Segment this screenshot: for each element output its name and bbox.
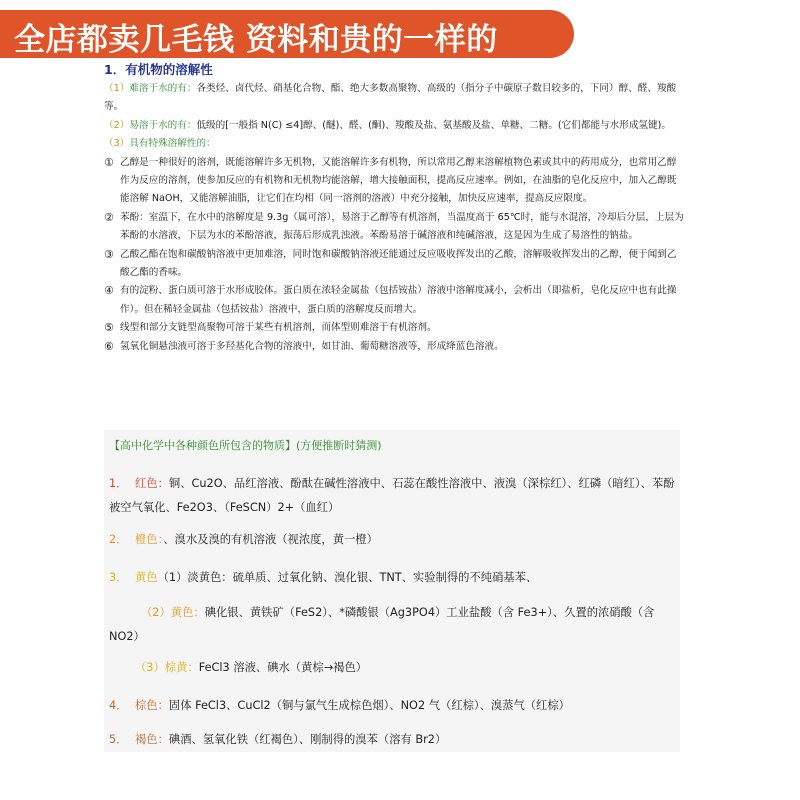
item-number: ② (104, 210, 114, 224)
color-row-yellow-2 (109, 601, 675, 649)
list-item (104, 282, 684, 319)
list-item (104, 338, 684, 356)
row-label: 棕色： (135, 699, 169, 712)
list-item (104, 246, 684, 283)
item-text: 氢氧化铜悬浊液可溶于多羟基化合物的溶液中，如甘油、葡萄糖溶液等，形成绛蓝色溶液。 (120, 340, 504, 352)
item-text: 有的淀粉、蛋白质可溶于水形成胶体。蛋白质在浓轻金属盐（包括铵盐）溶液中溶解度减小，会析出（即盐析，皂化反应中也有此操作）。但在稀轻金属盐（包括铵盐）溶液中，蛋白质的溶解度反而增大。 (120, 285, 677, 315)
list-item (104, 209, 684, 246)
row-label: （2）黄色： (141, 606, 205, 619)
row-prefix: 3． (109, 571, 128, 584)
category-label: 难溶于水的有： (129, 83, 197, 94)
row-label: 红色： (135, 477, 169, 490)
row-prefix: 2． (109, 533, 128, 546)
row-prefix: 1． (109, 477, 128, 490)
item-text: 苯酚：室温下，在水中的溶解度是 9.3g（属可溶），易溶于乙醇等有机溶剂，当温度高于 65℃时，能与水混溶，冷却后分层，上层为苯酚的水溶液，下层为水的苯酚溶液，振荡后形成乳浊液。苯酚易溶于碱溶液和纯碱溶液，这是因为生成了易溶性的钠盐。 (120, 211, 684, 242)
row-prefix: 4． (109, 699, 128, 712)
color-row-brown-yellow (109, 656, 675, 680)
category-special (104, 135, 684, 153)
row-text: （1）淡黄色：硫单质、过氧化钠、溴化银、TNT、实验制得的不纯硝基苯、 (157, 571, 538, 584)
item-text: 乙醇是一种很好的溶剂，既能溶解许多无机物，又能溶解许多有机物，所以常用乙醇来溶解植物色素或其中的药用成分，也常用乙醇作为反应的溶剂，使参加反应的有机物和无机物均能溶解，增大接触面积，提高反应速率。例如，在油脂的皂化反应中，加入乙醇既能溶解 NaOH，又能溶解油脂，让它们在均相（同一溶剂的溶液）中充分接触，加快反应速率，提高反应限度。 (120, 156, 677, 205)
row-text: 铜、Cu2O、品红溶液、酚酞在碱性溶液中、石蕊在酸性溶液中、液溴（深棕红）、红磷（暗红）、苯酚被空气氧化、Fe2O3、（FeSCN）2+（血红） (109, 477, 675, 514)
item-text: 乙酸乙酯在饱和碳酸钠溶液中更加难溶，同时饱和碳酸钠溶液还能通过反应吸收挥发出的乙酸，溶解吸收挥发出的乙醇，便于闻到乙酸乙酯的香味。 (120, 248, 677, 279)
row-prefix: 5． (109, 733, 128, 746)
row-text: 、溴水及溴的有机溶液（视浓度，黄一橙） (163, 533, 378, 546)
item-number: ⑥ (104, 339, 114, 353)
category-text: 各类烃、卤代烃、硝基化合物、酯、绝大多数高聚物、高级的（指分子中碳原子数目较多的，下同）醇、醛、羧酸等。 (104, 83, 677, 113)
colors-heading: 【高中化学中各种颜色所包含的物质】(方便推断时猜测) (109, 439, 382, 452)
row-label: 橙色： (135, 533, 164, 546)
colors-section (104, 430, 680, 752)
section-title: 1．有机物的溶解性 (104, 62, 213, 77)
row-label: （3）棕黄： (135, 661, 199, 674)
row-text: 碘酒、氢氧化铁（红褐色）、刚制得的溴苯（溶有 Br2） (168, 733, 447, 746)
color-row-orange (109, 528, 675, 552)
list-item (104, 319, 684, 337)
promo-banner (0, 10, 574, 58)
list-item (104, 154, 684, 209)
item-number: ④ (104, 284, 114, 298)
item-text: 线型和部分支链型高聚物可溶于某些有机溶剂，而体型则难溶于有机溶剂。 (120, 322, 437, 334)
row-text: 固体 FeCl3、CuCl2（铜与氯气生成棕色烟）、NO2 气（红棕）、溴蒸气（红棕） (168, 699, 570, 712)
color-row-yellow (109, 566, 675, 590)
category-label: 易溶于水的有： (129, 119, 197, 131)
color-row-red (109, 472, 675, 520)
category-marker: （3） (104, 138, 130, 150)
color-row-dark-brown (109, 728, 675, 752)
row-text: 碘化银、黄铁矿（FeS2）、*磷酸银（Ag3PO4）工业盐酸（含 Fe3+）、久置的浓硝酸（含 NO2） (109, 606, 655, 643)
item-number: ① (104, 155, 114, 169)
row-label: 黄色 (135, 571, 158, 584)
category-marker: （1） (104, 83, 130, 94)
category-text: 低级的[一般指 N(C) ≤4]醇、(醚)、醛、(酮)、羧酸及盐、氨基酸及盐、单糖、二糖。(它们都能与水形成氢键)。 (196, 119, 671, 131)
solubility-section (104, 62, 684, 356)
row-label: 褐色： (135, 733, 169, 746)
item-number: ⑤ (104, 321, 114, 335)
category-marker: （2） (104, 119, 130, 131)
color-row-brown (109, 694, 675, 718)
item-number: ③ (104, 247, 114, 261)
category-label: 具有特殊溶解性的： (129, 138, 216, 150)
category-soluble (104, 117, 684, 135)
row-text: FeCl3 溶液、碘水（黄棕→褐色） (198, 661, 368, 674)
promo-banner-text: 全店都卖几毛钱 资料和贵的一样的 (14, 22, 498, 58)
category-insoluble (104, 80, 684, 117)
